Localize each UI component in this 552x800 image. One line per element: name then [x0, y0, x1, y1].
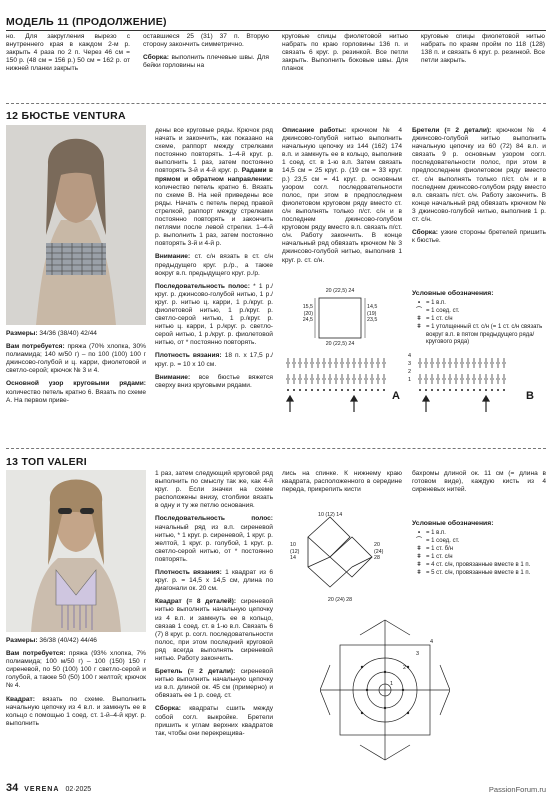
legend-item	[412, 570, 546, 578]
section-title-model-11: МОДЕЛЬ 11 (ПРОДОЛЖЕНИЕ)	[6, 16, 167, 28]
legend-item	[412, 538, 546, 546]
chart-label-b: B	[526, 390, 534, 402]
legend-symbol: ǂ	[417, 324, 421, 330]
legend-symbol: ⌒	[415, 538, 422, 544]
schema-dimension	[297, 304, 313, 324]
paragraph-label: Последовательность полос:	[155, 282, 250, 290]
paragraph-label: Последовательность полос:	[155, 515, 273, 523]
chart-label-a: A	[392, 390, 400, 402]
paragraph-label: Бретели (= 2 детали):	[412, 127, 492, 134]
square-crochet-diagram	[320, 615, 450, 765]
schema-dimension: 15,5	[302, 304, 313, 310]
paragraph: начальный ряд из в.п. сиреневой нитью, * 1 круг. р. сиреневой, 1 круг. р. желтой, 1 круг. р. голубой, 1 круг. р. светло-серой нитью, от * постоянно повторять.	[155, 523, 273, 563]
top-schema	[290, 512, 390, 607]
legend-item	[412, 316, 546, 324]
paragraph-label: Сборка:	[143, 54, 169, 62]
schema-dimension: 14	[336, 512, 343, 518]
schema-dimension: 28	[374, 555, 380, 561]
crochet-chart-a	[284, 352, 404, 416]
legend-symbol: ǂ	[417, 570, 421, 576]
legend-symbol: ⌒	[415, 308, 422, 314]
divider	[6, 30, 546, 31]
paragraph: пряжа (93% хлопка, 7% полиамида; 100 м/50 г) – 100 (150) 150 г сиреневой, по 50 (100) 100 г светло-серой и голубой, а также 50 (50) 100 г желтой; крючок № 4.	[6, 650, 146, 690]
legend-item	[412, 562, 546, 570]
text-column: круговые спицы фиолетовой нитью набрать по краю горловины 136 п. и связать 6 круг. р. резинкой. Все петли закрыть. Выполнить боковые швы. Для планок	[282, 33, 408, 73]
model-photo-top	[6, 470, 146, 632]
paragraph: крючком № 4 джинсово-голубой нитью выполнить начальную цепочку из 144 (162) 174 в.п. и замкнуть ее в кольцо, выполнив 1 соед. ст. в 1-ю в.п. Затем связать 14,5 см = 25 круг. р. (19 см = 33 круг. р.) 23,5 см = 41 круг. р. основным узором согл. последовательности полос, при этом в предпоследнем фиолетовом круговом ряду вместо ст. с/н выполнять только п/ст. с/н и в последнем джинсово-голубом круговом ряду вместо в.п. связать п/ст. с/н. Работу закончить. В конце начальный ряд обвязать крючком № 3 джинсово-голубой нитью, выполнив 1 круг. р. ст. с/н.	[282, 127, 402, 264]
diagram-row-number: 4	[430, 639, 434, 645]
schema-dimension: (20)	[303, 310, 313, 317]
schema-dimension: 10	[290, 542, 296, 548]
paragraph-label: Размеры:	[6, 637, 38, 644]
schema-dimension: 20	[374, 542, 380, 548]
schema-dimension: (12)	[325, 512, 335, 518]
paragraph: количество петель кратно 6. Вязать по схеме В. На ней приведены все ряды. Начать с петель перед правой стрелкой, раппорт между стрелками постоянно повторять и закончить петлями после левой стрелки. 1–4-й р. выполнить 1 раз, затем постоянно повторять 3-й и 4-й р.	[155, 183, 273, 248]
page-number: 34	[6, 782, 19, 794]
paragraph: дены все круговые ряды. Крючок ряд начать и закончить, как показано на схеме, раппорт между стрелками постоянно повторять. 1–4-й круг. р. выполнить 1 раз, затем постоянно повторять 3-й и 4-й круг. р.	[155, 127, 273, 175]
paragraph: 1 квадрат из 6 круг. р. = 14,5 х 14,5 см, длина по диагонали ок. 20 см.	[155, 569, 274, 593]
paragraph-label: Сборка:	[412, 229, 438, 237]
text-column: но. Для закругления вырезо с внутреннего края в каждом 2-м р. закрыть 4 раза по 2 п. Через 46 см = 150 р. (48 см = 156 р.) 50 см = 162 р. от нижней планки закрыть	[6, 33, 130, 73]
legend-item	[412, 300, 546, 308]
paragraph: оставшиеся 25 (31) 37 п. Вторую сторону закончить симметрично.	[143, 33, 269, 49]
paragraph: 34/36 (38/40) 42/44	[37, 330, 97, 337]
legend-title: Условные обозначения:	[412, 520, 494, 527]
paragraph: выполнить плечевые швы. Для бейки горловины на	[143, 54, 269, 70]
legend-symbol: •	[417, 530, 421, 536]
paragraph: пряжа (70% хлопка, 30% полиамида; 140 м/50 г) – по 100 (100) 100 г джинсово-голубой и ц. карри, фиолетовой и светло-серой; крючок № 3 и 4.	[6, 343, 146, 375]
legend-item	[412, 308, 546, 316]
divider	[6, 448, 546, 449]
legend-symbol: ǂ	[417, 554, 421, 560]
schema-dimension	[318, 512, 342, 519]
paragraph: сиреневой нитью выполнить начальную цепочку из 4 в.п. и замкнуть ее в кольцо, связав 1 соед. ст. в 1-ю в.п. Связать 6 (7) 8 круг. р. согл. последовательности полос, при этом последний круговой ряд всегда выполнять сиреневой нитью. Работу закончить.	[155, 598, 274, 662]
text-column	[6, 330, 146, 410]
paragraph-label: Основной узор круговыми рядами:	[6, 380, 146, 388]
row-number: 1	[408, 377, 412, 383]
paragraph-label: Бретель (= 2 детали):	[155, 668, 236, 676]
schema-dimension: 23,5	[367, 317, 378, 323]
paragraph: количество петель кратно 6. Вязать по схеме А. На первом приве-	[6, 388, 146, 404]
schema-dimension: 20 (22,5) 24	[325, 288, 355, 294]
text-column	[155, 127, 273, 395]
legend-item	[412, 546, 546, 554]
legend-item	[412, 554, 546, 562]
paragraph-label: Вам потребуется:	[6, 343, 65, 351]
issue-number: 02·2025	[65, 786, 92, 793]
row-number: 2	[408, 369, 412, 375]
legend-text: = 1 ст. б/н	[426, 546, 454, 552]
section-title-top: 13 ТОП VALERI	[6, 456, 88, 468]
legend-text: = 1 соед. ст.	[426, 308, 460, 314]
text-column	[282, 127, 402, 265]
schema-dimension	[367, 304, 377, 324]
row-number: 3	[408, 361, 412, 367]
text-column	[412, 127, 546, 250]
model-photo-bustier	[6, 125, 146, 325]
text-column	[6, 637, 146, 733]
legend-text: = 4 ст. с/н, провязанные вместе в 1 п.	[426, 562, 531, 568]
paragraph: ст. с/н вязать в ст. с/н предыдущего круг. р./р., а также вокруг в.п. предыдущего круг. р./р.	[155, 253, 273, 277]
paragraph-label: Квадрат:	[6, 695, 35, 703]
paragraph: узкие стороны бретелей пришить к бюстье.	[412, 229, 546, 245]
paragraph-label: Размеры:	[6, 330, 38, 337]
text-column	[155, 470, 273, 743]
magazine-name: VERENA	[24, 786, 60, 793]
diagram-row-number: 2	[403, 665, 407, 671]
page-footer	[6, 782, 91, 794]
paragraph-label: Внимание:	[155, 373, 191, 381]
divider	[6, 103, 546, 104]
paragraph: сиреневой нитью выполнить начальную цепочку из в.п. длиной ок. 45 см (примерно) и обвязать ее 1 р. соед. ст.	[155, 668, 274, 700]
legend-text: = 5 ст. с/н, провязанные вместе в 1 п.	[426, 570, 531, 576]
paragraph: все бюстье вяжется сверху вниз круговыми рядами.	[155, 373, 273, 389]
schema-dimension: 14	[290, 555, 296, 561]
paragraph-label: Плотность вязания:	[155, 569, 222, 577]
legend-text: = 1 ст. с/н	[426, 316, 453, 322]
text-column: круговые спицы фиолетовой нитью набрать по краям пройм по 118 (128) 138 п. и связать 6 круг. р. резинкой. Все петли закрыть.	[421, 33, 545, 65]
paragraph-label: Сборка:	[155, 705, 181, 713]
legend-top	[412, 520, 546, 578]
schema-dimension: (12)	[290, 548, 300, 555]
legend-symbol: ǂ	[417, 316, 421, 322]
legend-symbol: •	[417, 300, 421, 306]
chart-row-numbers	[408, 352, 411, 384]
schema-dimension: 10	[318, 512, 324, 518]
diagram-row-number: 1	[390, 681, 394, 687]
crochet-chart-b	[408, 352, 548, 416]
legend-symbol: ǂ	[417, 562, 421, 568]
legend-item	[412, 324, 546, 347]
paragraph-label: Вам потребуется:	[6, 650, 66, 658]
legend-text: = 1 ст. с/н	[426, 554, 453, 560]
paragraph-label: Радами в прямом и обратном направлении:	[155, 167, 274, 183]
schema-dimension: (24)	[374, 548, 384, 555]
paragraph: вязать по схеме. Выполнить начальную цепочку из 4 в.п. и замкнуть ее в кольцо с помощью 1 соед. ст. 1-й–4-й круг. р. выполнить	[6, 695, 146, 727]
section-title-bustier: 12 БЮСТЬЕ VENTURA	[6, 110, 126, 122]
paragraph-label: Внимание:	[155, 253, 191, 261]
paragraph: * 1 р./круг. р. джинсово-голубой нитью, 1 р./круг. р. нитью ц. карри, 1 р./круг. р. фиолетовой нитью, 1 р./круг. р. светло-серой нитью, 1 р./круг. р. нитью ц. карри, 1 р./круг. р. светло-серой нитью, 1 р./круг. р. фиолетовой нитью, от * постоянно повторять.	[155, 282, 273, 347]
paragraph: крючком № 4 джинсово-голубой нитью выполнить начальную цепочку из 60 (72) 84 в.п. и связать 9 р. основным узором согл. последовательности полос, при этом в предпоследнем фиолетовом ряду вместо ст. с/н выполнять только п/ст. с/н и в последнем джинсово-голубом ряду вместо в.п. связать п/ст. с/н. Работу закончить. В конце начальный ряд обвязать крючком № 3 джинсово-голубой нитью, выполнив 1 р. ст. с/н.	[412, 127, 546, 224]
schema-dimension	[290, 542, 299, 562]
legend-text: = 1 в.п.	[426, 530, 446, 536]
paragraph: 36/38 (40/42) 44/46	[37, 637, 97, 644]
paragraph: квадраты сшить между собой согл. выкройке. Бретели пришить к углам верхних квадратов так, чтобы они перекрещива-	[155, 705, 273, 737]
paragraph: 1 раз, затем следующий круговой ряд выполнить по смыслу так же, как 4-й круг. р. Если значки на схеме расположены внизу, столбики вязать в одну и ту же петлю основания.	[155, 470, 273, 510]
bustier-schema	[295, 288, 385, 350]
schema-dimension: 14,5	[367, 304, 378, 310]
schema-dimension: 24,5	[302, 317, 313, 323]
schema-dimension: 20 (22,5) 24	[325, 341, 355, 347]
schema-dimension: 20 (24) 28	[327, 597, 353, 603]
paragraph-label: Описание работы:	[282, 127, 347, 134]
paragraph: 18 п. х 17,5 р./круг. р. = 10 х 10 см.	[155, 352, 274, 368]
diagram-row-number: 3	[416, 651, 420, 657]
text-column: лись на спинке. К нижнему краю квадрата, расположенного в середине переда, прикрепить кисти	[282, 470, 402, 494]
legend-text: = 1 утолщенный ст. с/н (= 1 ст. с/н связать вокруг в.п. в пятом предыдущего ряда/кругового ряда)	[426, 324, 543, 345]
legend-title: Условные обозначения:	[412, 290, 494, 297]
text-column: бахромы длиной ок. 11 см (= длина в готовом виде), каждую кисть из 4 сиреневых нитей.	[412, 470, 546, 494]
row-number: 4	[408, 353, 412, 359]
legend-symbol: ǂ	[417, 546, 421, 552]
legend-text: = 1 соед. ст.	[426, 538, 460, 544]
paragraph-label: Плотность вязания:	[155, 352, 222, 360]
text-column	[143, 33, 269, 70]
schema-dimension	[374, 542, 383, 562]
legend-text: = 1 в.п.	[426, 300, 446, 306]
paragraph-label: Квадрат (= 8 деталей):	[155, 598, 237, 606]
legend-bustier	[412, 290, 546, 347]
watermark: PassionForum.ru	[488, 785, 546, 794]
legend-item	[412, 530, 546, 538]
schema-dimension: (19)	[367, 310, 377, 317]
